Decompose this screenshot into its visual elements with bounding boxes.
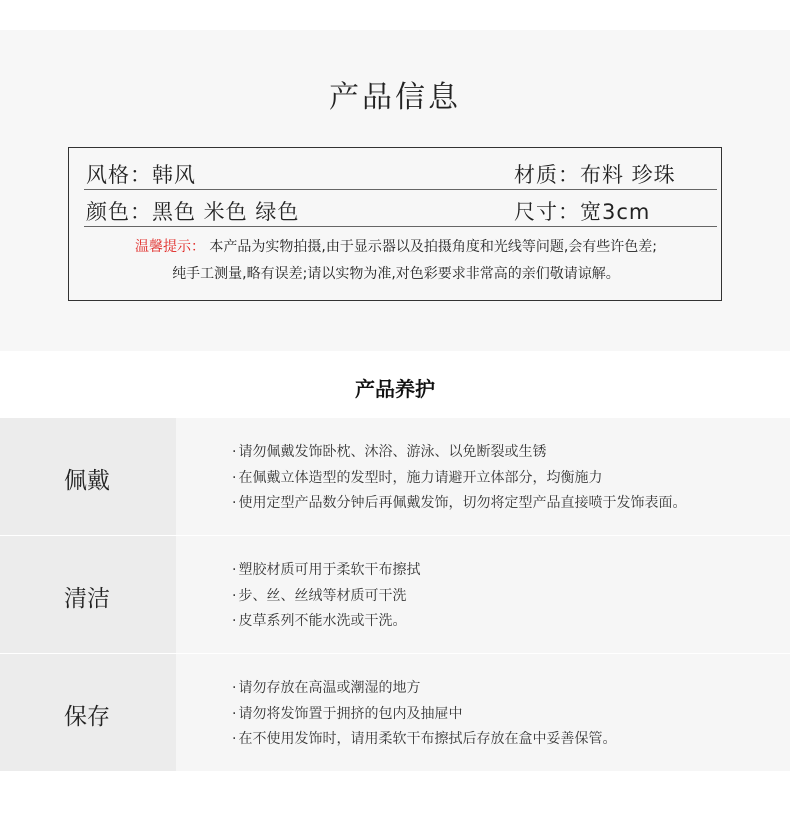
- notice-line-1: [69, 234, 723, 261]
- product-info-title: 产品信息: [329, 80, 461, 115]
- color-value: 颜色：黑色 米色 绿色: [86, 200, 300, 224]
- care-item: · 步、丝、丝绒等材质可干洗: [232, 584, 420, 610]
- care-item: · 塑胶材质可用于柔软干布擦拭: [232, 558, 420, 584]
- care-item: · 请勿将发饰置于拥挤的包内及抽屉中: [232, 702, 616, 728]
- info-row-color-size: [84, 190, 717, 227]
- style-value: 风格：韩风: [86, 163, 196, 187]
- notice-prefix: 温馨提示：: [134, 239, 205, 255]
- care-item: · 在不使用发饰时，请用柔软干布擦拭后存放在盒中妥善保管。: [232, 727, 616, 753]
- material-value: 材质：布料 珍珠: [514, 163, 676, 187]
- care-row-storage: [0, 654, 790, 771]
- care-row-wearing: [0, 418, 790, 535]
- care-list-cleaning: [232, 558, 420, 635]
- care-list-storage: [232, 676, 616, 753]
- product-info-table: [68, 147, 722, 301]
- care-label-cell: [0, 536, 176, 653]
- care-label-cell: [0, 418, 176, 535]
- care-item: · 请勿佩戴发饰卧枕、沐浴、游泳、以免断裂或生锈: [232, 440, 686, 466]
- care-item: · 使用定型产品数分钟后再佩戴发饰，切勿将定型产品直接喷于发饰表面。: [232, 491, 686, 517]
- notice-text-1: 本产品为实物拍摄,由于显示器以及拍摄角度和光线等问题,会有些许色差;: [204, 239, 658, 255]
- care-row-cleaning: [0, 536, 790, 653]
- care-content-cell: [176, 654, 790, 771]
- care-label-wearing: 佩戴: [64, 468, 110, 494]
- care-label-cell: [0, 654, 176, 771]
- care-item: · 请勿存放在高温或潮湿的地方: [232, 676, 616, 702]
- warm-notice: [69, 234, 723, 288]
- info-row-style-material: [84, 153, 717, 190]
- care-content-cell: [176, 536, 790, 653]
- notice-line-2: 纯手工测量,略有误差;请以实物为准,对色彩要求非常高的亲们敬请谅解。: [172, 266, 620, 282]
- size-value: 尺寸：宽3cm: [514, 200, 651, 224]
- product-care-title: 产品养护: [355, 377, 435, 401]
- care-label-cleaning: 清洁: [64, 586, 110, 612]
- care-label-storage: 保存: [64, 704, 110, 730]
- care-item: · 在佩戴立体造型的发型时，施力请避开立体部分，均衡施力: [232, 466, 686, 492]
- care-list-wearing: [232, 440, 686, 517]
- care-content-cell: [176, 418, 790, 535]
- care-item: · 皮草系列不能水洗或干洗。: [232, 609, 420, 635]
